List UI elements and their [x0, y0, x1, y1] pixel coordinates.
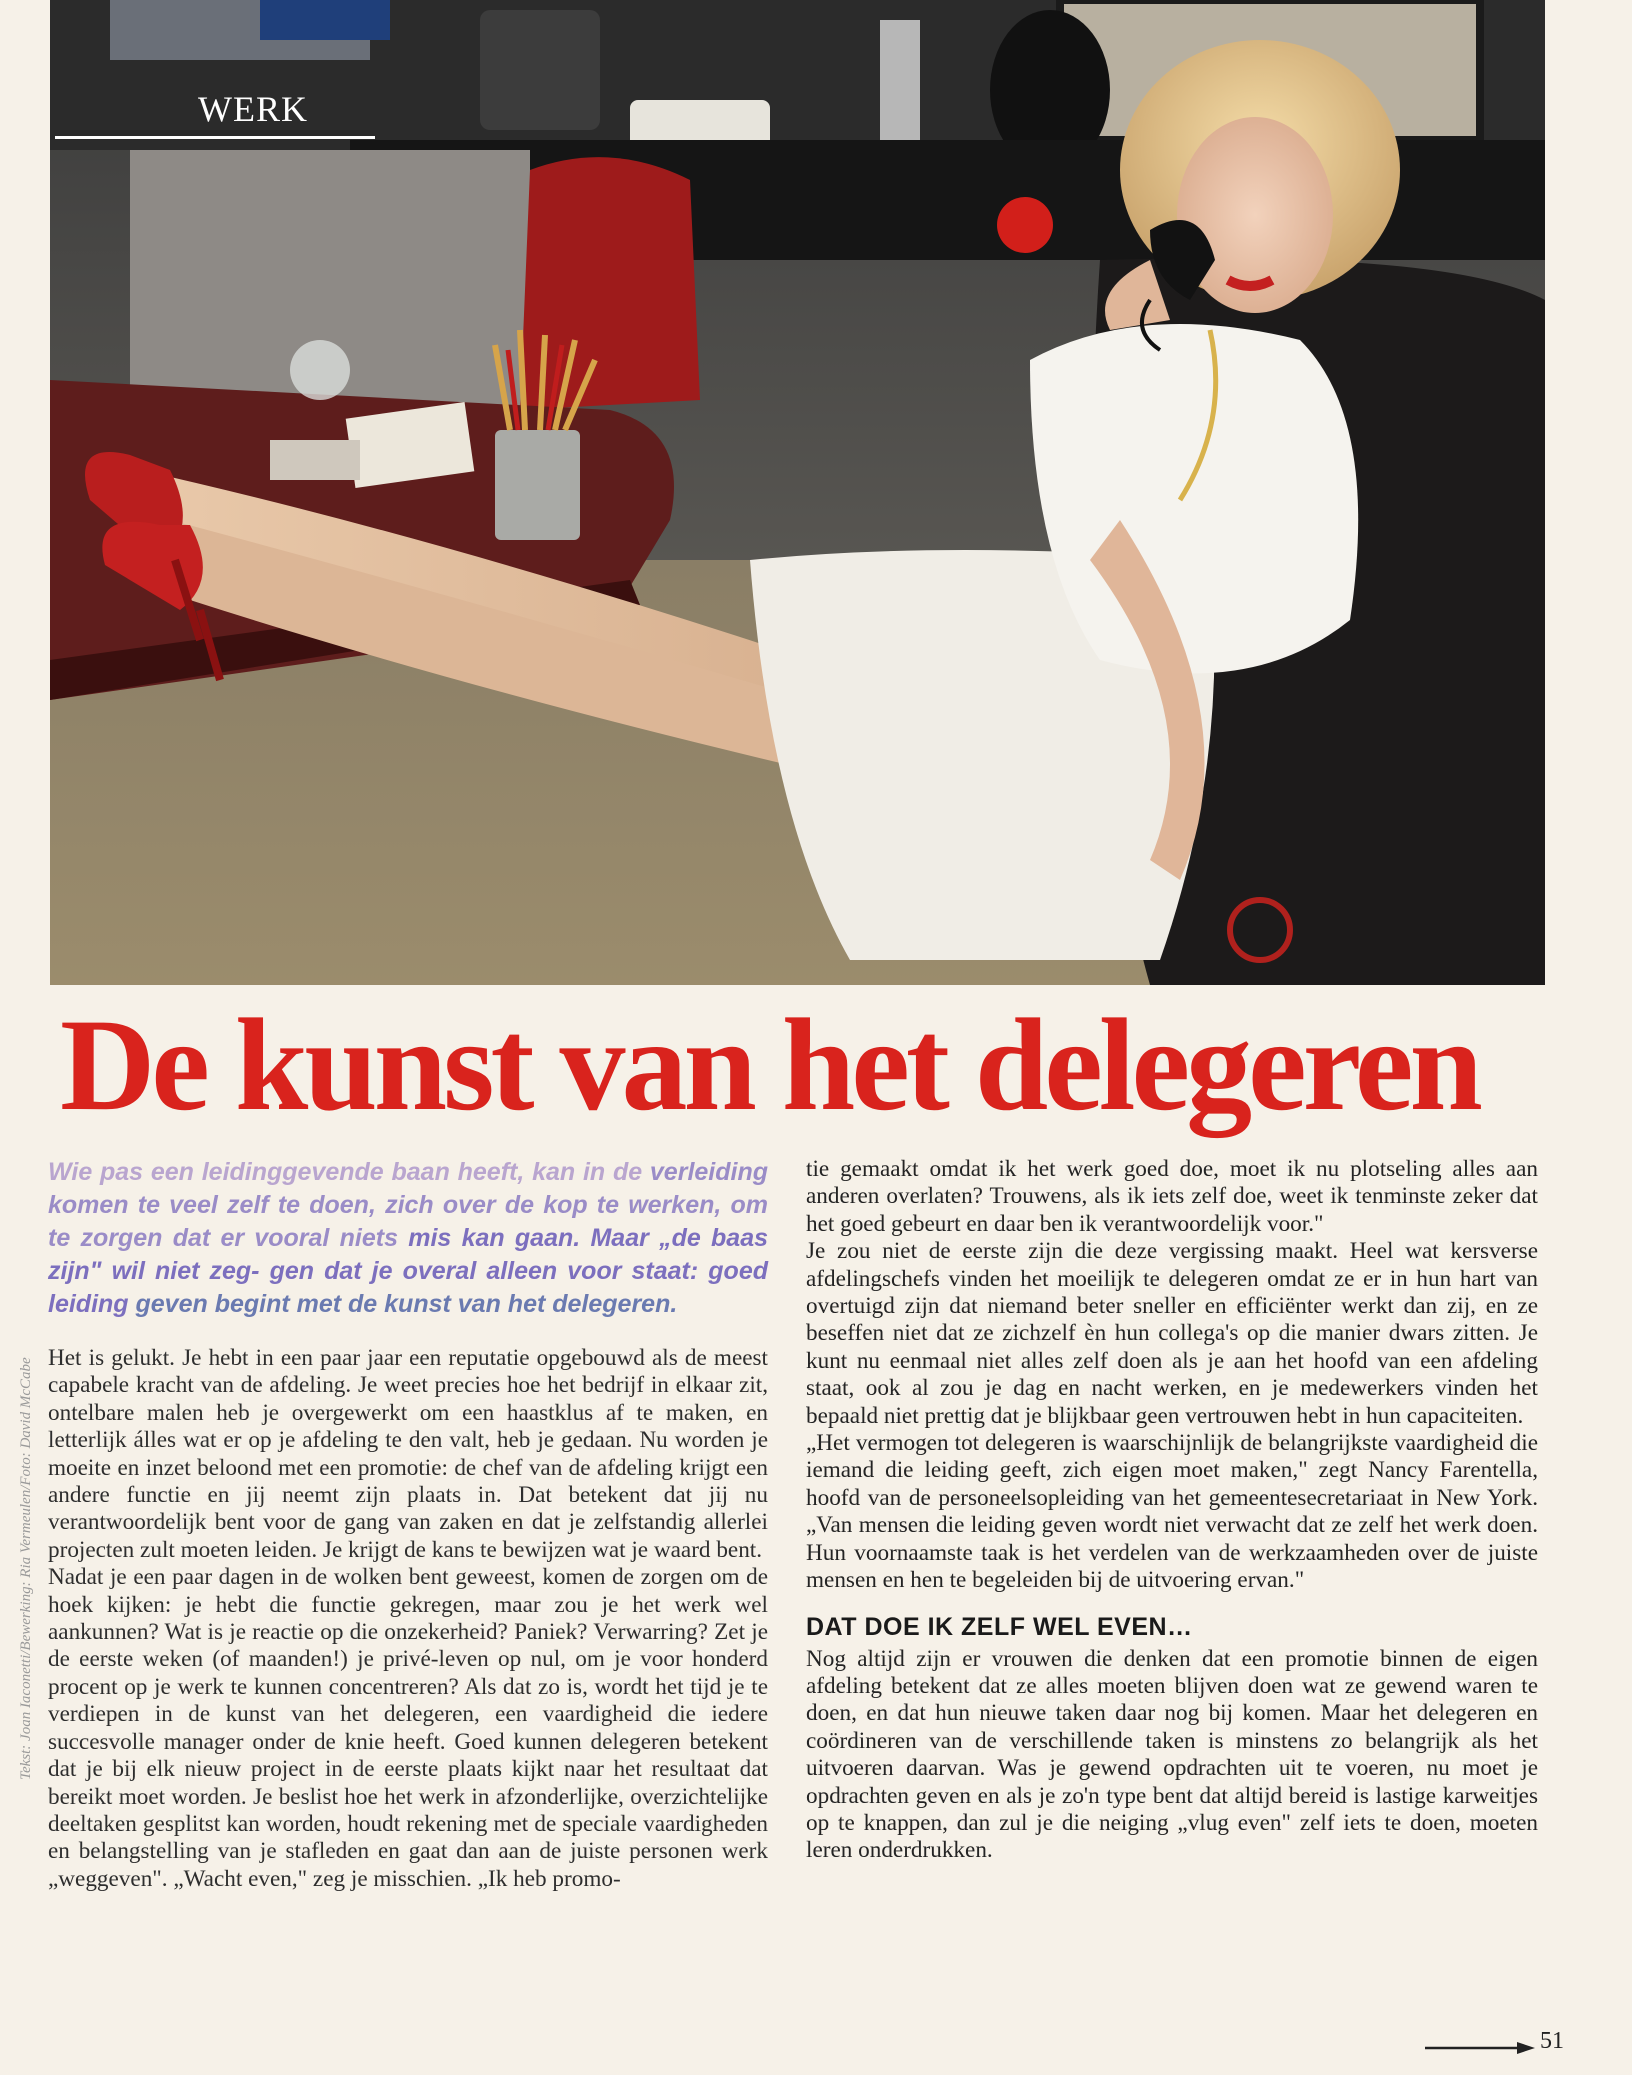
right-body-continued: [806, 1646, 1538, 1865]
body-paragraph: tie gemaakt omdat ik het werk goed doe, moet ik nu plotseling alles aan anderen overlaten? Trouwens, als ik iets zelf doe, weet ik tenminste zeker dat het goed gebeurt en daar ben ik verantwoordelijk voor.": [806, 1156, 1538, 1237]
photo-credits: Tekst: Joan Iaconetti/Bewerking: Ria Vermeulen/Foto: David McCabe: [18, 1357, 34, 1780]
subheading: DAT DOE IK ZELF WEL EVEN…: [806, 1612, 1193, 1641]
body-paragraph: Nog altijd zijn er vrouwen die denken dat een promotie binnen de eigen afdeling betekent dat ze alles moeten blijven doen wat ze gewend waren te doen, en dat hun nieuwe taken daar nog bij komen. Maar het delegeren en coördineren van de verschillende taken is minstens zo belangrijk als het uitvoeren daarvan. Was je gewend opdrachten uit te voeren, nu moet je opdrachten geven en als je zo'n type bent dat altijd bereid is lastige karweitjes op te knappen, dan zul je die neiging „vlug even" zelf iets te doen, moeten leren onderdrukken.: [806, 1645, 1538, 1864]
intro-line: gen dat je overal alleen voor staat: goed leiding: [48, 1257, 768, 1318]
right-column: [806, 1156, 1538, 1865]
left-body: [48, 1345, 768, 1893]
intro-line: kop te werken, om te zorgen dat er vooral niets: [48, 1191, 768, 1252]
section-label: WERK: [198, 89, 308, 129]
continue-arrow-icon: [1425, 2040, 1535, 2056]
cover-photo: [50, 0, 1545, 985]
left-column: [48, 1156, 768, 1893]
intro-line: Wie pas een leidinggevende baan heeft, kan in de: [48, 1158, 650, 1186]
office-scene-illustration: [50, 0, 1545, 985]
body-paragraph: „Het vermogen tot delegeren is waarschijnlijk de belangrijkste vaardigheid die iemand die leiding geeft, zich eigen moet maken," zegt Nancy Farentella, hoofd van de personeelsopleiding van het gemeentesecretariaat in New York. „Van mensen die leiding geven wordt niet verwacht dat ze zelf het werk doen. Hun voornaamste taak is het verdelen van de werkzaamheden over de juiste mensen en hen te begeleiden bij de uitvoering ervan.": [806, 1430, 1538, 1594]
body-paragraph: Nadat je een paar dagen in de wolken bent geweest, komen de zorgen om de hoek kijken: je hebt die functie gekregen, maar zou je het werk wel aankunnen? Wat is je reactie op die onzekerheid? Paniek? Verwarring? Zet je de eerste weken (of maanden!) je privé-leven op nul, om je voor honderd procent op je werk te kunnen concentreren? Als dat zo is, wordt het tijd je te verdiepen in de kunst van het delegeren, een vaardigheid die iedere succesvolle manager onder de knie heeft. Goed kunnen delegeren betekent dat je bij elk nieuw project in de eerste plaats kijkt naar het resultaat dat bereikt moet worden. Je beslist hoe het werk in afzonderlijke, overzichtelijke deeltaken gesplitst kan worden, houdt rekening met de speciale vaardigheden en belangstelling van je stafleden en gaat dan aan de juiste personen werk „weggeven". „Wacht even," zeg je misschien. „Ik heb promo-: [48, 1564, 768, 1892]
body-paragraph: Je zou niet de eerste zijn die deze vergissing maakt. Heel wat kersverse afdelingschefs vinden het moeilijk te delegeren omdat ze er in hun hart van overtuigd zijn dat niemand beter sneller en efficiënter werkt dan zij, en ze beseffen niet dat ze zichzelf èn hun collega's op die manier dwars zitten. Je kunt nu eenmaal niet alles zelf doen als je aan het hoofd van een afdeling staat, ook al zou je dag en nacht werken, en je medewerkers vinden het bepaald niet prettig dat je blijkbaar geen vertrouwen hebt in hun capaciteiten.: [806, 1238, 1538, 1429]
intro-line: verleiding komen te veel zelf te doen, zich over de: [48, 1158, 768, 1219]
intro-lead: [48, 1156, 768, 1321]
page-number: 51: [1540, 2028, 1564, 2054]
section-tag: [55, 88, 375, 139]
body-paragraph: Het is gelukt. Je hebt in een paar jaar een reputatie opgebouwd als de meest capabele kracht van de afdeling. Je weet precies hoe het bedrijf in elkaar zit, ontelbare malen heb je overgewerkt om een haastklus af te maken, en letterlijk álles wat er op je afdeling te den valt, heb je gedaan. Nu worden je moeite en inzet beloond met een promotie: de chef van de afdeling krijgt een andere functie en jij neemt zijn plaats in. Dat betekent dat jij nu verantwoordelijk bent voor de gang van zaken en dat je zelfstandig allerlei projecten zult moeten leiden. Je krijgt de kans te bewijzen wat je waard bent.: [48, 1345, 768, 1563]
right-body: [806, 1156, 1538, 1595]
intro-line: mis kan gaan. Maar „de baas zijn" wil niet zeg-: [48, 1224, 768, 1285]
intro-line: geven begint met de kunst van het delegeren.: [135, 1290, 678, 1318]
headline: De kunst van het delegeren: [60, 991, 1479, 1138]
